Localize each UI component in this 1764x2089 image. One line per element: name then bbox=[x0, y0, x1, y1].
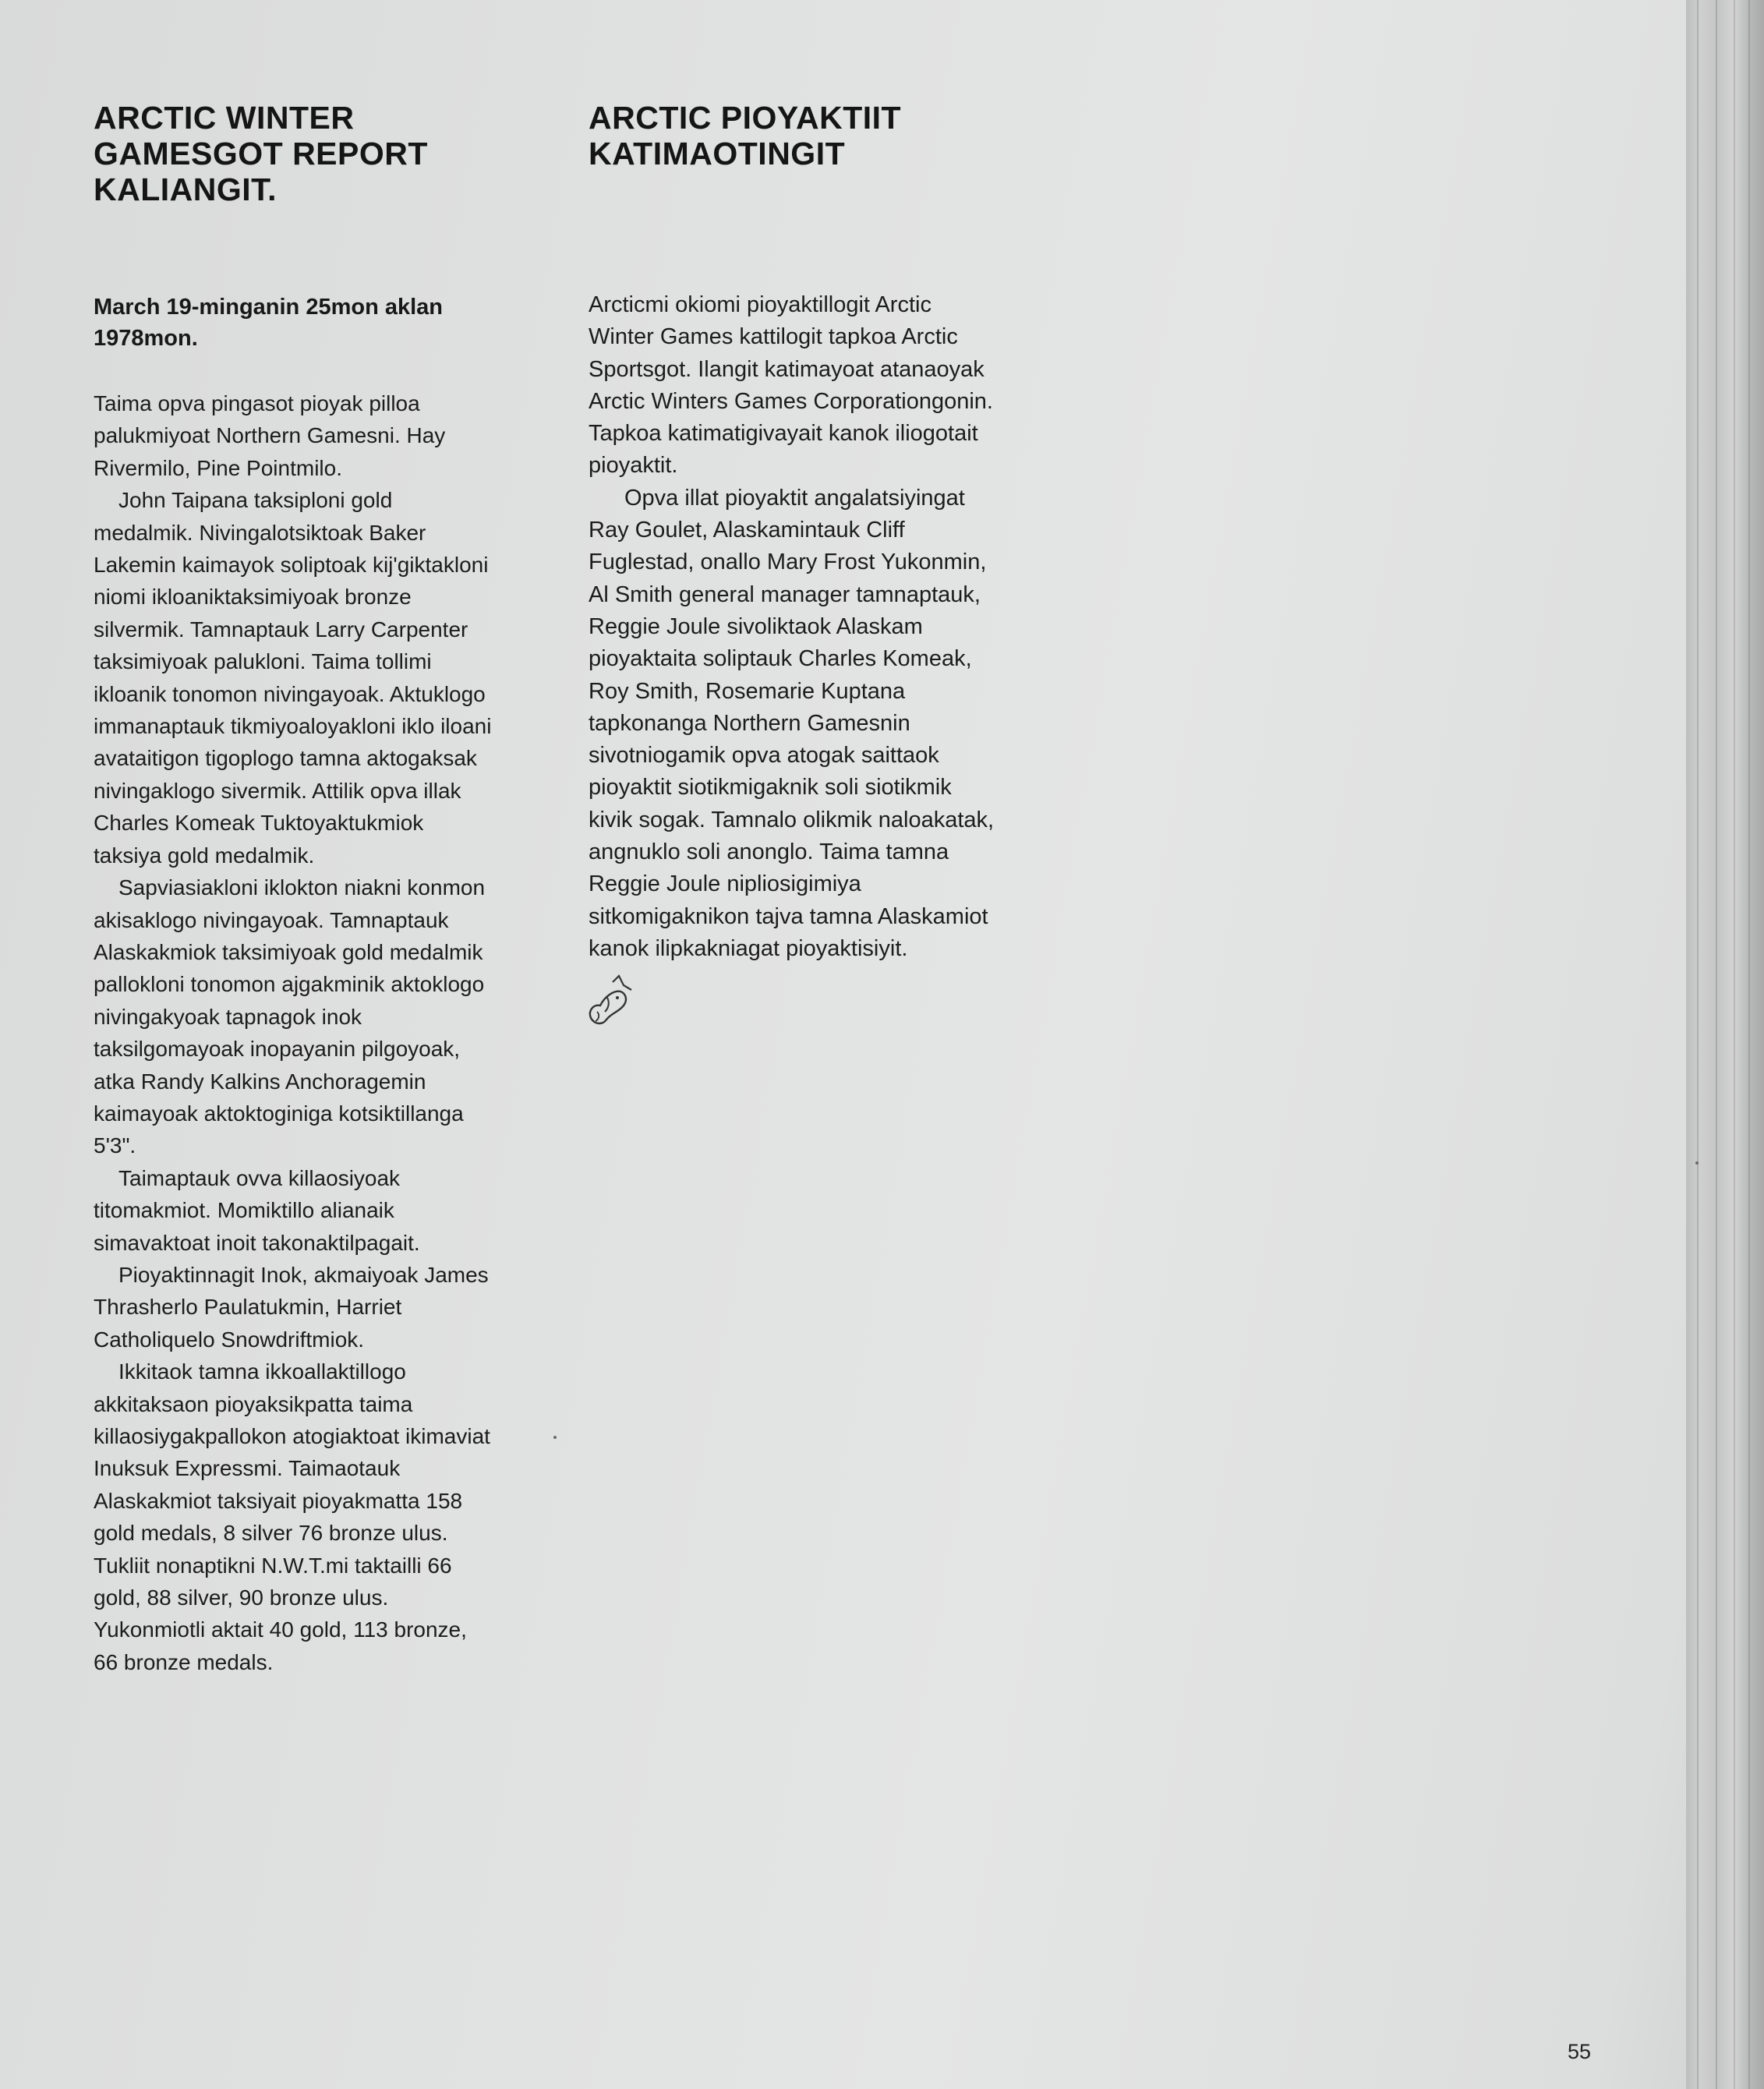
paragraph: Opva illat pioyaktit angalatsiyingat Ray Goulet, Alaskamintauk Cliff Fuglestad, onallo Mary Frost Yukonmin, Al Smith general manager tamnaptauk, Reggie Joule sivoliktaok Alaskam pioyaktaita soliptauk Charles Komeak, Roy Smith, Rosemarie Kuptana tapkonanga Northern Gamesnin sivotniogamik opva atogak saittaok pioyaktit siotikmigaknik soli siotikmik kivik sogak. Tamnalo olikmik naloakatak, angnuklo soli anonglo. Taima tamna Reggie Joule nipliosigimiya sitkomigaknikon tajva tamna Alaskamiot kanok ilipkakniagat pioyaktisiyit. bbox=[589, 485, 995, 961]
paragraph: Taima opva pingasot pioyak pilloa palukmiyoat Northern Gamesni. Hay Rivermilo, Pine Pointmilo. bbox=[94, 391, 446, 480]
paragraph: Taimaptauk ovva killaosiyoak titomakmiot. Momiktillo alianaik simavaktoat inoit takonaktilpagait. bbox=[94, 1165, 420, 1255]
left-article-dateline: March 19-minganin 25mon aklan 1978mon. bbox=[94, 295, 444, 351]
paragraph: Arcticmi okiomi pioyaktillogit Arctic Winter Games kattilogit tapkoa Arctic Sportsgot. Ilangit katimayoat atanaoyak Arctic Winters Games Corporationgonin. Tapkoa katimatigivayait kanok iliogotait pioyaktit. bbox=[589, 292, 993, 479]
left-article-body bbox=[94, 387, 561, 1678]
paragraph: Ikkitaok tamna ikkoallaktillogo akkitaksaon pioyaksikpatta taima killaosiygakpallokon atogiaktoat ikimaviat Inuksuk Expressmi. Taimaotauk Alaskakmiot taksiyait pioyakmatta 158 gold medals, 8 silver 76 bronze ulus. Tukliit nonaptikni N.W.T.mi taktailli 66 gold, 88 silver, 90 bronze ulus. Yukonmiotli aktait 40 gold, 113 bronze, 66 bronze medals. bbox=[94, 1359, 490, 1674]
paragraph: Pioyaktinnagit Inok, akmaiyoak James Thrasherlo Paulatukmin, Harriet Catholiquelo Snowdriftmiok. bbox=[94, 1262, 489, 1352]
right-article-heading: ARCTIC PIOYAKTIIT KATIMAOTINGIT bbox=[589, 100, 902, 171]
page-number: 55 bbox=[1568, 2040, 1592, 2063]
paragraph: John Taipana taksiploni gold medalmik. Nivingalotsiktoak Baker Lakemin kaimayok soliptoak kij'giktakloni niomi ikloaniktaksimiyoak bronze silvermik. Tamnaptauk Larry Carpenter taksimiyoak palukloni. Taima tollimi ikloanik tonomon nivingayoak. Aktuklogo immanaptauk tikmiyoaloyakloni iklo iloani avataitigon tigoplogo tamna aktogaksak nivingaklogo sivermik. Attilik opva illak Charles Komeak Tuktoyaktukmiok taksiya gold medalmik. bbox=[94, 488, 492, 868]
end-mark-emblem-icon bbox=[583, 973, 635, 1032]
left-article-heading: ARCTIC WINTER GAMESGOT REPORT KALIANGIT. bbox=[94, 100, 428, 207]
edge-line bbox=[1748, 0, 1750, 2089]
edge-line bbox=[1716, 0, 1717, 2089]
right-article-body bbox=[589, 289, 1087, 965]
edge-line bbox=[1697, 0, 1699, 2089]
edge-line bbox=[1734, 0, 1735, 2089]
paragraph: Sapviasiakloni iklokton niakni konmon akisaklogo nivingayoak. Tamnaptauk Alaskakmiok taksimiyoak gold medalmik pallokloni tonomon ajgakminik aktoklogo nivingakyoak tapnagok inok taksilgomayoak inopayanin pilgoyoak, atka Randy Kalkins Anchoragemin kaimayoak aktoktoginiga kotsiktillanga 5'3". bbox=[94, 875, 486, 1158]
paper-speck bbox=[1695, 1161, 1699, 1165]
paper-speck bbox=[553, 1436, 557, 1439]
page-edge-binding bbox=[1686, 0, 1764, 2089]
